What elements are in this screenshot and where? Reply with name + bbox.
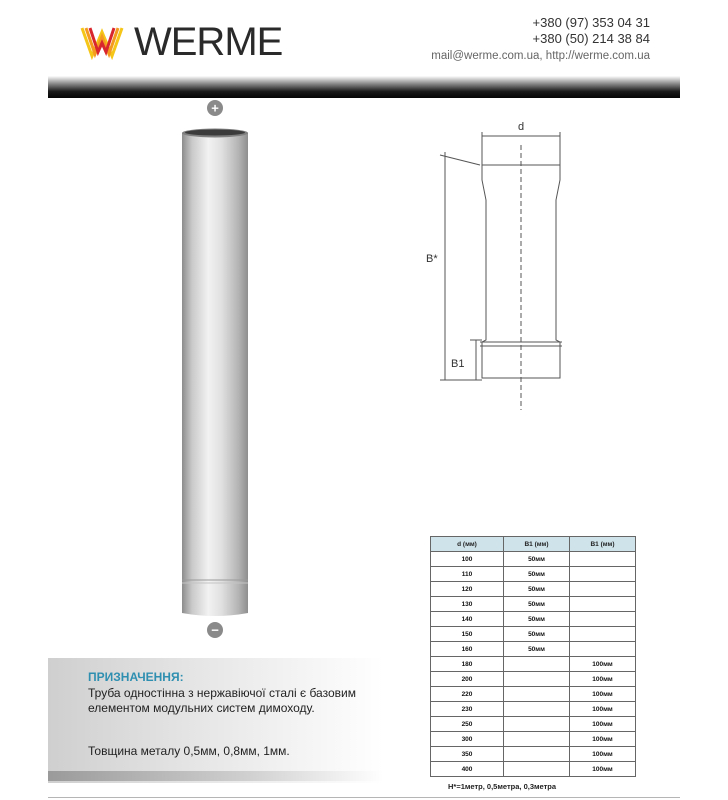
table-row xyxy=(431,702,636,717)
cell-b1-small: 50мм xyxy=(504,582,570,597)
bottom-rule xyxy=(48,797,680,798)
pipe-body xyxy=(182,133,248,616)
cell-diameter: 250 xyxy=(431,717,504,732)
table-row xyxy=(431,612,636,627)
dimension-b-label: B* xyxy=(426,253,438,265)
purpose-bottom-bar xyxy=(48,771,383,781)
cell-diameter: 100 xyxy=(431,552,504,567)
table-row xyxy=(431,567,636,582)
cell-b1-large: 100мм xyxy=(570,687,636,702)
cell-diameter: 220 xyxy=(431,687,504,702)
purpose-panel xyxy=(48,658,383,783)
cell-diameter: 230 xyxy=(431,702,504,717)
spec-table-header xyxy=(431,537,636,552)
metal-thickness: Товщина металу 0,5мм, 0,8мм, 1мм. xyxy=(88,744,290,758)
table-row xyxy=(431,552,636,567)
header-b1-large: B1 (мм) xyxy=(570,537,636,552)
cell-b1-small: 50мм xyxy=(504,597,570,612)
length-note: H*=1метр, 0,5метра, 0,3метра xyxy=(448,782,557,791)
contact-links: mail@werme.com.ua, http://werme.com.ua xyxy=(431,50,650,62)
cell-b1-large: 100мм xyxy=(570,702,636,717)
cell-b1-large xyxy=(570,612,636,627)
cell-b1-large: 100мм xyxy=(570,717,636,732)
cell-b1-large: 100мм xyxy=(570,732,636,747)
cell-diameter: 150 xyxy=(431,627,504,642)
table-row xyxy=(431,732,636,747)
table-row xyxy=(431,642,636,657)
table-row xyxy=(431,657,636,672)
cell-b1-large xyxy=(570,552,636,567)
cell-b1-small: 50мм xyxy=(504,567,570,582)
cell-b1-small xyxy=(504,702,570,717)
cell-diameter: 110 xyxy=(431,567,504,582)
cell-b1-large xyxy=(570,567,636,582)
table-row xyxy=(431,627,636,642)
spec-table xyxy=(430,536,636,777)
cell-diameter: 140 xyxy=(431,612,504,627)
cell-diameter: 160 xyxy=(431,642,504,657)
cell-b1-large xyxy=(570,582,636,597)
table-row xyxy=(431,747,636,762)
cell-b1-large: 100мм xyxy=(570,747,636,762)
table-row xyxy=(431,687,636,702)
technical-drawing xyxy=(420,110,580,420)
cell-b1-small: 50мм xyxy=(504,552,570,567)
werme-logo-mark xyxy=(80,24,130,60)
cell-b1-large xyxy=(570,642,636,657)
cell-b1-large xyxy=(570,597,636,612)
cell-diameter: 120 xyxy=(431,582,504,597)
cell-b1-small: 50мм xyxy=(504,627,570,642)
brand-name: WERME xyxy=(134,20,283,64)
cell-b1-small xyxy=(504,762,570,777)
cell-diameter: 350 xyxy=(431,747,504,762)
cell-diameter: 400 xyxy=(431,762,504,777)
cell-b1-small: 50мм xyxy=(504,612,570,627)
cell-b1-small: 50мм xyxy=(504,642,570,657)
cell-b1-small xyxy=(504,717,570,732)
cell-diameter: 300 xyxy=(431,732,504,747)
table-row xyxy=(431,672,636,687)
cell-b1-small xyxy=(504,672,570,687)
table-row xyxy=(431,717,636,732)
header-b1-small: B1 (мм) xyxy=(504,537,570,552)
cell-diameter: 130 xyxy=(431,597,504,612)
dimension-d-label: d xyxy=(517,121,525,133)
cell-b1-small xyxy=(504,747,570,762)
cell-diameter: 200 xyxy=(431,672,504,687)
cell-b1-small xyxy=(504,687,570,702)
minus-sign: − xyxy=(211,622,219,638)
table-row xyxy=(431,597,636,612)
table-row xyxy=(431,582,636,597)
header-diameter: d (мм) xyxy=(431,537,504,552)
cell-diameter: 180 xyxy=(431,657,504,672)
phone-1: +380 (97) 353 04 31 xyxy=(532,15,650,30)
purpose-title: ПРИЗНАЧЕННЯ: xyxy=(88,670,184,684)
phone-2: +380 (50) 214 38 84 xyxy=(532,31,650,46)
table-row xyxy=(431,762,636,777)
contact-block xyxy=(431,15,650,64)
cell-b1-large: 100мм xyxy=(570,657,636,672)
cell-b1-large: 100мм xyxy=(570,762,636,777)
cell-b1-small xyxy=(504,657,570,672)
purpose-description: Труба одностінна з нержавіючої сталі є базовим елементом модульних систем димоходу. xyxy=(88,686,356,715)
pipe-opening-inner xyxy=(185,130,245,136)
cell-b1-large xyxy=(570,627,636,642)
cell-b1-large: 100мм xyxy=(570,672,636,687)
pipe-illustration xyxy=(140,95,290,645)
dimension-b1-label: B1 xyxy=(451,358,465,370)
werme-logo xyxy=(80,20,282,64)
cell-b1-small xyxy=(504,732,570,747)
plus-sign: + xyxy=(211,100,219,116)
